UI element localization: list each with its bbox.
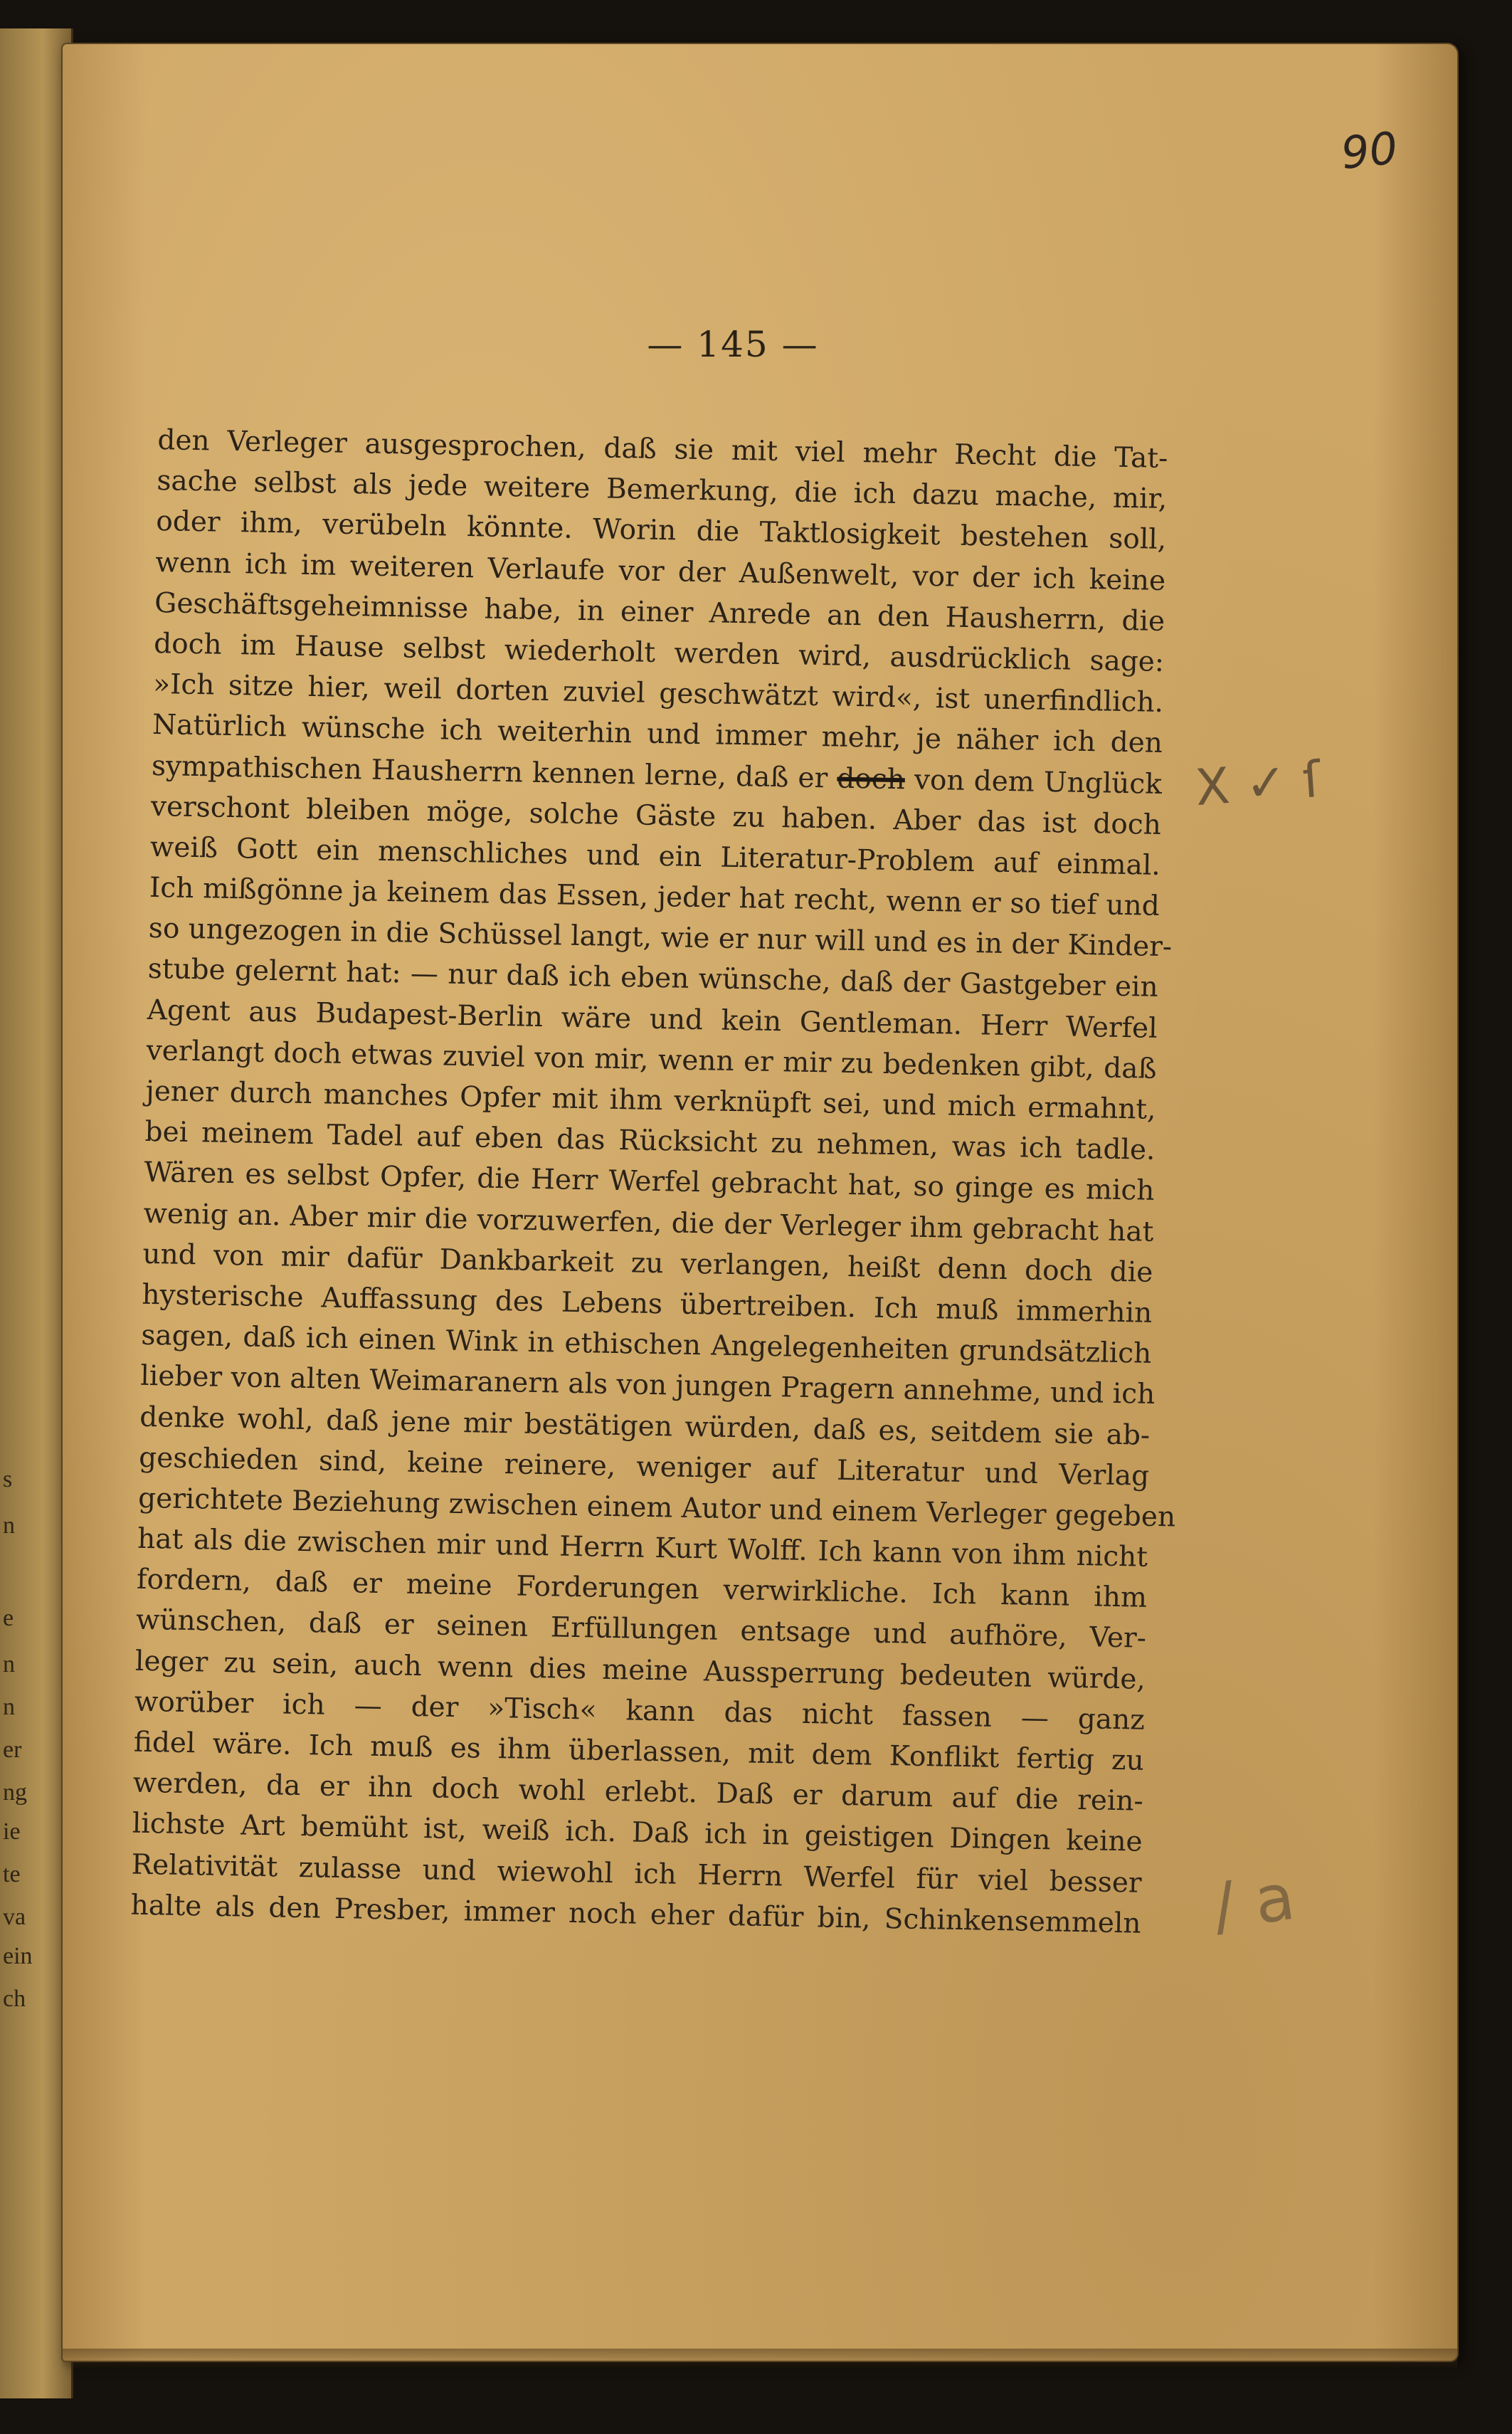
text-line-start: sympathischen Hausherrn kennen lerne, daß er bbox=[151, 749, 828, 794]
text-line: denke wohl, daß jene mir bestätigen würden, daß es, seitdem sie ab- bbox=[139, 1401, 1151, 1452]
prev-page-fragment: ie bbox=[3, 1818, 21, 1845]
text-line: sagen, daß ich einen Wink in ethischen Angelegenheiten grundsätzlich bbox=[141, 1319, 1152, 1370]
prev-page-fragment: ch bbox=[3, 1986, 26, 2012]
text-line: stube gelernt hat: — nur daß ich eben wünsche, daß der Gastgeber ein bbox=[147, 953, 1159, 1004]
text-line: wenig an. Aber mir die vorzuwerfen, die der Verleger ihm gebracht hat bbox=[143, 1197, 1154, 1248]
text-line: fordern, daß er meine Forderungen verwirkliche. Ich kann ihm bbox=[136, 1563, 1148, 1614]
text-line: Ich mißgönne ja keinem das Essen, jeder hat recht, wenn er so tief und bbox=[149, 871, 1161, 922]
text-line: jener durch manches Opfer mit ihm verknüpft sei, und mich ermahnt, bbox=[145, 1075, 1156, 1126]
text-line: verlangt doch etwas zuviel von mir, wenn er mir zu bedenken gibt, daß bbox=[146, 1034, 1157, 1085]
text-line: wünschen, daß er seinen Erfüllungen entsage und aufhöre, Ver- bbox=[135, 1604, 1147, 1655]
text-line: »Ich sitze hier, weil dorten zuviel geschwätzt wird«, ist unerfindlich. bbox=[152, 668, 1164, 720]
prev-page-fragment: te bbox=[3, 1861, 21, 1887]
text-line: hat als die zwischen mir und Herrn Kurt Wolff. Ich kann von ihm nicht bbox=[137, 1522, 1148, 1574]
prev-page-fragment: e bbox=[3, 1605, 14, 1631]
text-line: bei meinem Tadel auf eben das Rücksicht zu nehmen, was ich tadle. bbox=[144, 1116, 1156, 1167]
text-line: lieber von alten Weimaranern als von jungen Pragern annehme, und ich bbox=[139, 1360, 1156, 1411]
text-line: Geschäftsgeheimnisse habe, in einer Anrede an den Hausherrn, die bbox=[154, 586, 1165, 638]
text-line: sache selbst als jede weitere Bemerkung, die ich dazu mache, mir, bbox=[157, 465, 1168, 516]
prev-page-fragment: va bbox=[3, 1904, 26, 1930]
text-line: worüber ich — der »Tisch« kann das nicht fassen — ganz bbox=[134, 1685, 1146, 1737]
text-line-end: von dem Unglück bbox=[914, 764, 1163, 801]
text-line: weiß Gott ein menschliches und ein Literatur-Problem auf einmal. bbox=[149, 831, 1161, 882]
text-line: fidel wäre. Ich muß es ihm überlassen, mit dem Konflikt fertig zu bbox=[133, 1726, 1145, 1777]
prev-page-fragment: n bbox=[3, 1694, 15, 1720]
text-line: werden, da er ihn doch wohl erlebt. Daß er darum auf die rein- bbox=[132, 1766, 1144, 1818]
pencil-margin-note: X ✓ ſ bbox=[1193, 749, 1323, 818]
text-line: wenn ich im weiteren Verlaufe vor der Außenwelt, vor der ich keine bbox=[154, 546, 1166, 597]
text-line: hysterische Auffassung des Lebens übertreiben. Ich muß immerhin bbox=[142, 1278, 1153, 1329]
handwritten-folio-number: 90 bbox=[1338, 122, 1400, 179]
prev-page-fragment: n bbox=[3, 1512, 15, 1539]
text-line: Relativität zulasse und wiewohl ich Herrn Werfel für viel besser bbox=[131, 1848, 1142, 1900]
text-line: den Verleger ausgesprochen, daß sie mit viel mehr Recht die Tat- bbox=[157, 423, 1168, 475]
text-line: leger zu sein, auch wenn dies meine Aussperrung bedeuten würde, bbox=[134, 1645, 1146, 1696]
text-line: verschont bleiben möge, solche Gäste zu haben. Aber das ist doch bbox=[150, 790, 1162, 841]
text-line: so ungezogen in die Schüssel langt, wie er nur will und es in der Kinder- bbox=[148, 912, 1173, 964]
text-line: Wären es selbst Opfer, die Herr Werfel gebracht hat, so ginge es mich bbox=[144, 1157, 1155, 1208]
struck-word: doch bbox=[837, 762, 906, 796]
text-line: lichste Art bemüht ist, weiß ich. Daß ich in geistigen Dingen keine bbox=[132, 1808, 1143, 1859]
text-line: Natürlich wünsche ich weiterhin und immer mehr, je näher ich den bbox=[152, 709, 1163, 760]
text-line: halte als den Presber, immer noch eher dafür bin, Schinkensemmeln bbox=[130, 1889, 1141, 1940]
text-line: Agent aus Budapest-Berlin wäre und kein Gentleman. Herr Werfel bbox=[147, 994, 1158, 1045]
text-line: geschieden sind, keine reinere, weniger auf Literatur und Verlag bbox=[138, 1441, 1150, 1492]
prev-page-fragment: ein bbox=[3, 1943, 33, 1969]
prev-page-fragment: s bbox=[3, 1466, 13, 1492]
body-text bbox=[130, 420, 1176, 1944]
text-line: gerichtete Beziehung zwischen einem Autor und einem Verleger gegeben bbox=[137, 1482, 1176, 1534]
prev-page-fragment: ng bbox=[3, 1779, 27, 1806]
page-number: — 145 — bbox=[647, 324, 819, 365]
text-line: doch im Hause selbst wiederholt werden wird, ausdrücklich sage: bbox=[153, 627, 1165, 678]
text-line: oder ihm, verübeln könnte. Worin die Taktlosigkeit bestehen soll, bbox=[155, 505, 1167, 557]
prev-page-fragment: n bbox=[3, 1651, 15, 1677]
prev-page-fragment: er bbox=[3, 1737, 22, 1763]
page-bottom-shadow bbox=[63, 2349, 1457, 2370]
text-line: und von mir dafür Dankbarkeit zu verlangen, heißt denn doch die bbox=[142, 1238, 1153, 1289]
pencil-margin-note: / a bbox=[1208, 1859, 1299, 1945]
